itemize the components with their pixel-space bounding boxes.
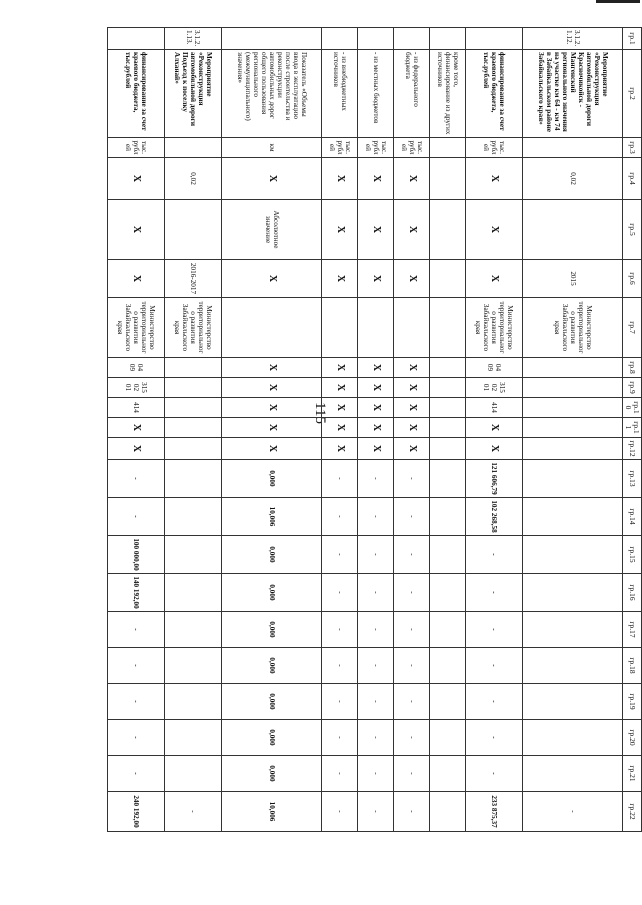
cell-c11: X [394,418,430,438]
cell-c14 [165,498,222,536]
cell-c4: X [108,158,165,200]
cell-c8 [430,358,466,378]
cell-c16 [165,574,222,612]
cell-c9: 315 02 01 [108,378,165,398]
cell-c4: X [358,158,394,200]
cell-c2: Мероприятие «Реконструкция автомобильной дороги Красночикойск - Мангенский регионального значения на участке км 64 - км 74 в Забайкальском районе Забайкальского края» [523,50,623,138]
cell-c20: 0,000 [222,720,322,756]
column-header: гр.14 [623,498,642,536]
cell-c4: X [322,158,358,200]
rotated-table-wrapper [107,27,642,827]
cell-c3: тыс. рублей [108,138,165,158]
cell-c5: X [358,200,394,260]
cell-c1 [394,28,430,50]
cell-c11: X [322,418,358,438]
cell-c15 [430,536,466,574]
cell-c19 [523,684,623,720]
cell-c16: - [322,574,358,612]
header-row [623,28,642,832]
cell-c9: X [394,378,430,398]
cell-c8: X [394,358,430,378]
cell-c15: - [394,536,430,574]
cell-c18 [523,648,623,684]
cell-c22: - [358,792,394,832]
cell-c12: X [322,438,358,460]
cell-c8: 04 09 [108,358,165,378]
cell-c22 [430,792,466,832]
cell-c7 [222,298,322,358]
cell-c22: - [322,792,358,832]
page-number: 115 [312,402,328,424]
cell-c15: - [465,536,522,574]
cell-c12: X [222,438,322,460]
cell-c8: X [322,358,358,378]
cell-c18: - [322,648,358,684]
column-header: гр.18 [623,648,642,684]
cell-c13: 0,000 [222,460,322,498]
cell-c22: 233 875,37 [465,792,522,832]
cell-c8: X [222,358,322,378]
cell-c16: - [465,574,522,612]
cell-c15 [523,536,623,574]
column-header: гр.22 [623,792,642,832]
cell-c19: - [322,684,358,720]
cell-c9: 315 02 01 [465,378,522,398]
cell-c10: X [394,398,430,418]
cell-c5: Абсолютное значение [222,200,322,260]
cell-c2: кроме того, финансирование из других источников [430,50,466,138]
cell-c8: 04 09 [465,358,522,378]
cell-c12: X [394,438,430,460]
cell-c13 [165,460,222,498]
column-header: гр.7 [623,298,642,358]
column-header: гр.12 [623,438,642,460]
cell-c1 [430,28,466,50]
cell-c9: X [222,378,322,398]
table-body [108,28,642,832]
cell-c13: - [358,460,394,498]
cell-c10 [430,398,466,418]
cell-c13: - [394,460,430,498]
cell-c9 [523,378,623,398]
cell-c6: 2016-2017 [165,260,222,298]
cell-c18 [165,648,222,684]
cell-c10 [523,398,623,418]
cell-c17: - [394,612,430,648]
cell-c19: - [108,684,165,720]
cell-c9: X [358,378,394,398]
table-row [358,28,394,832]
column-header: гр.10 [623,398,642,418]
cell-c12: X [465,438,522,460]
cell-c14: - [322,498,358,536]
cell-c10: X [322,398,358,418]
column-header: гр.15 [623,536,642,574]
cell-c6: X [108,260,165,298]
cell-c2: финансирование за счет краевого бюджета, тыс.рублей [465,50,522,138]
cell-c15: 100 000,00 [108,536,165,574]
cell-c14: - [358,498,394,536]
cell-c7 [322,298,358,358]
cell-c6: X [358,260,394,298]
cell-c1 [322,28,358,50]
cell-c13: - [322,460,358,498]
cell-c1: 3.1.2.1.13. [165,28,222,50]
column-header: гр.3 [623,138,642,158]
cell-c17: 0,000 [222,612,322,648]
cell-c15 [165,536,222,574]
cell-c19: - [358,684,394,720]
column-header: гр.17 [623,612,642,648]
cell-c17 [430,612,466,648]
column-header: гр.4 [623,158,642,200]
cell-c5 [430,200,466,260]
cell-c1 [358,28,394,50]
cell-c10: 414 [465,398,522,418]
cell-c16: 140 192,00 [108,574,165,612]
cell-c4: 0,02 [165,158,222,200]
cell-c5: X [108,200,165,260]
cell-c5: X [394,200,430,260]
cell-c3: тыс. рублей [358,138,394,158]
cell-c21 [523,756,623,792]
cell-c17: - [465,612,522,648]
cell-c5 [165,200,222,260]
cell-c4: X [465,158,522,200]
cell-c15: 0,000 [222,536,322,574]
cell-c12 [165,438,222,460]
cell-c13 [430,460,466,498]
cell-c18: - [108,648,165,684]
cell-c11: X [108,418,165,438]
cell-c7 [430,298,466,358]
cell-c20 [430,720,466,756]
cell-c12: X [358,438,394,460]
cell-c12: X [108,438,165,460]
cell-c17 [523,612,623,648]
column-header: гр.20 [623,720,642,756]
budget-table [107,27,642,832]
table-row [465,28,522,832]
cell-c7 [358,298,394,358]
column-header: гр.11 [623,418,642,438]
top-rule [596,0,640,3]
table-row [430,28,466,832]
cell-c15: - [358,536,394,574]
cell-c3: тыс. рублей [465,138,522,158]
cell-c6 [430,260,466,298]
cell-c14: 102 268,58 [465,498,522,536]
cell-c21: - [108,756,165,792]
cell-c11: X [358,418,394,438]
cell-c1 [465,28,522,50]
cell-c3: тыс. рублей [322,138,358,158]
cell-c7: Министерство территориального развития Забайкальского края [108,298,165,358]
cell-c12 [430,438,466,460]
cell-c12 [523,438,623,460]
cell-c7: Министерство территориального развития Забайкальского края [165,298,222,358]
cell-c20: - [465,720,522,756]
table-row [394,28,430,832]
cell-c8 [523,358,623,378]
cell-c11 [523,418,623,438]
cell-c14: - [394,498,430,536]
cell-c22: 10,006 [222,792,322,832]
cell-c11 [430,418,466,438]
table-row [165,28,222,832]
cell-c4 [430,158,466,200]
cell-c19: - [394,684,430,720]
cell-c8 [165,358,222,378]
column-header: гр.6 [623,260,642,298]
cell-c6: X [322,260,358,298]
column-header: гр.2 [623,50,642,138]
cell-c16: 0,000 [222,574,322,612]
cell-c22: - [523,792,623,832]
cell-c14: - [108,498,165,536]
cell-c2: - из федерального бюджета [394,50,430,138]
cell-c18: - [358,648,394,684]
column-header: гр.9 [623,378,642,398]
cell-c9: X [322,378,358,398]
cell-c22: - [165,792,222,832]
cell-c9 [165,378,222,398]
cell-c1 [222,28,322,50]
cell-c2: - из внебюджетных источников [322,50,358,138]
cell-c2: Показатель «Объемы ввода в эксплуатацию после строительства и реконструкции автомобильных дорог общего пользования регионального (межмуниципального) значения» [222,50,322,138]
cell-c18: - [465,648,522,684]
cell-c6: 2015 [523,260,623,298]
cell-c3 [430,138,466,158]
cell-c20 [165,720,222,756]
cell-c6: X [465,260,522,298]
cell-c18 [430,648,466,684]
cell-c3 [523,138,623,158]
cell-c15: - [322,536,358,574]
cell-c3 [165,138,222,158]
cell-c6: X [394,260,430,298]
cell-c17 [165,612,222,648]
cell-c21 [430,756,466,792]
cell-c2: Мероприятие «Реконструкция автомобильной дороги Подъезд к поселку Алханай» [165,50,222,138]
column-header: гр.21 [623,756,642,792]
table-row [523,28,623,832]
cell-c10: X [358,398,394,418]
table-row [108,28,165,832]
cell-c7: Министерство территориального развития Забайкальского края [465,298,522,358]
table-row [322,28,358,832]
column-header: гр.19 [623,684,642,720]
cell-c16 [523,574,623,612]
cell-c4: X [394,158,430,200]
cell-c14 [523,498,623,536]
cell-c22: - [394,792,430,832]
cell-c7: Министерство территориального развития Забайкальского края [523,298,623,358]
cell-c21 [165,756,222,792]
cell-c17: - [322,612,358,648]
cell-c4: 0,02 [523,158,623,200]
cell-c19: - [465,684,522,720]
cell-c20: - [358,720,394,756]
cell-c22: 240 192,00 [108,792,165,832]
cell-c16: - [358,574,394,612]
cell-c5 [523,200,623,260]
cell-c21: 0,000 [222,756,322,792]
cell-c13: - [108,460,165,498]
cell-c14 [430,498,466,536]
cell-c14: 10,006 [222,498,322,536]
cell-c3: км [222,138,322,158]
cell-c11: X [465,418,522,438]
cell-c19 [165,684,222,720]
cell-c19 [430,684,466,720]
table-row [222,28,322,832]
cell-c2: финансирование за счет краевого бюджета, тыс.рублей [108,50,165,138]
cell-c11: X [222,418,322,438]
column-header: гр.8 [623,358,642,378]
column-header: гр.5 [623,200,642,260]
cell-c4: X [222,158,322,200]
cell-c1 [108,28,165,50]
cell-c2: - из местных бюджетов [358,50,394,138]
column-header: гр.1 [623,28,642,50]
cell-c10: X [222,398,322,418]
cell-c18: 0,000 [222,648,322,684]
column-header: гр.16 [623,574,642,612]
cell-c1: 3.1.2.1.12. [523,28,623,50]
cell-c5: X [322,200,358,260]
cell-c20: - [394,720,430,756]
cell-c11 [165,418,222,438]
cell-c17: - [358,612,394,648]
cell-c21: - [394,756,430,792]
cell-c13: 121 606,79 [465,460,522,498]
cell-c7 [394,298,430,358]
cell-c6: X [222,260,322,298]
cell-c9 [430,378,466,398]
cell-c20: - [108,720,165,756]
cell-c19: 0,000 [222,684,322,720]
cell-c21: - [322,756,358,792]
cell-c16: - [394,574,430,612]
cell-c10: 414 [108,398,165,418]
cell-c20: - [322,720,358,756]
column-header: гр.13 [623,460,642,498]
cell-c16 [430,574,466,612]
cell-c3: тыс. рублей [394,138,430,158]
cell-c5: X [465,200,522,260]
cell-c17: - [108,612,165,648]
cell-c10 [165,398,222,418]
cell-c13 [523,460,623,498]
cell-c8: X [358,358,394,378]
cell-c21: - [465,756,522,792]
cell-c20 [523,720,623,756]
cell-c21: - [358,756,394,792]
cell-c18: - [394,648,430,684]
